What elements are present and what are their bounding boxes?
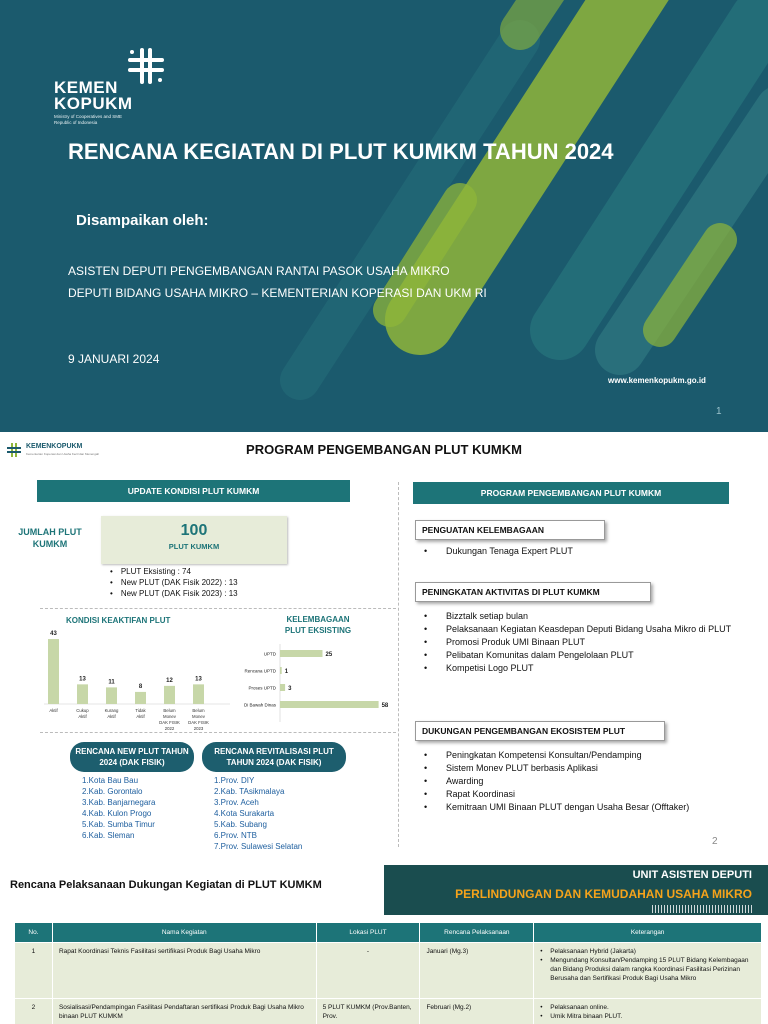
- list-item: • Dukungan Tenaga Expert PLUT: [424, 545, 734, 558]
- table-header: Lokasi PLUT: [316, 923, 420, 943]
- bar: [164, 686, 175, 704]
- divider: [398, 482, 399, 847]
- slide1-date: 9 JANUARI 2024: [68, 352, 160, 366]
- list-item: • Awarding: [424, 775, 734, 788]
- bar: [280, 650, 323, 657]
- data-label: 43: [50, 631, 57, 638]
- chart1-title: KONDISI KEAKTIFAN PLUT: [66, 616, 171, 625]
- tick-label: Rencana UPTD: [244, 668, 276, 674]
- kelembagaan-chart: [224, 644, 396, 724]
- revitalisasi-list: [214, 775, 302, 852]
- new-plut-header: RENCANA NEW PLUT TAHUN 2024 (DAK FISIK): [70, 742, 194, 772]
- title-slide: [0, 0, 768, 432]
- table-header-row: [15, 923, 762, 943]
- list-item: • Sistem Monev PLUT berbasis Aplikasi: [424, 762, 734, 775]
- list-item: • New PLUT (DAK Fisik 2023) : 13: [110, 588, 238, 599]
- decorative-stripes: [652, 905, 752, 913]
- bar: [193, 684, 204, 704]
- list-item: • PLUT Eksisting : 74: [110, 566, 238, 577]
- list-item: 7.Prov. Sulawesi Selatan: [214, 842, 303, 851]
- list-item: 1.Kota Bau Bau: [82, 776, 139, 785]
- tick-label: Belum: [163, 708, 176, 713]
- list-item: 3.Kab. Banjarnegara: [82, 798, 156, 807]
- summary-bullets: [110, 566, 238, 599]
- table-cell: Rapat Koordinasi Teknis Fasilitasi sertifikasi Produk Bagi Usaha Mikro: [52, 943, 316, 999]
- bar: [280, 684, 285, 691]
- logo-subtext: Kementerian Koperasi dan Usaha Kecil dan Menengah: [26, 452, 100, 456]
- logo-line1: KEMEN: [54, 78, 118, 97]
- table-row: [15, 943, 762, 999]
- page-number: 2: [712, 836, 718, 847]
- list-item: • New PLUT (DAK Fisik 2022) : 13: [110, 577, 238, 588]
- presenter-line2: DEPUTI BIDANG USAHA MIKRO – KEMENTERIAN KOPERASI DAN UKM RI: [68, 286, 487, 300]
- section-list: [424, 749, 734, 814]
- tick-label: 2022: [164, 726, 175, 731]
- list-item: 5.Kab. Subang: [214, 820, 267, 829]
- banner-line2: PERLINDUNGAN DAN KEMUDAHAN USAHA MIKRO: [455, 887, 752, 901]
- slide2-title: PROGRAM PENGEMBANGAN PLUT KUMKM: [246, 442, 522, 457]
- table-header: Nama Kegiatan: [52, 923, 316, 943]
- tick-label: Kurang: [104, 708, 119, 713]
- list-item: 6.Prov. NTB: [214, 831, 257, 840]
- list-item: • Peningkatan Kompetensi Konsultan/Pendamping: [424, 749, 734, 762]
- logo-text: KEMENKOPUKM: [26, 443, 83, 450]
- list-item: • Pelibatan Komunitas dalam Pengelolaan PLUT: [424, 649, 734, 662]
- list-item: • Kompetisi Logo PLUT: [424, 662, 734, 675]
- data-label: 25: [325, 652, 333, 658]
- table-cell: -: [316, 943, 420, 999]
- list-item: • Umik Mitra binaan PLUT.: [540, 1012, 755, 1021]
- page-number: 1: [716, 406, 722, 417]
- revitalisasi-header: RENCANA REVITALISASI PLUT TAHUN 2024 (DAK FISIK): [202, 742, 346, 772]
- table-header: Keterangan: [534, 923, 762, 943]
- list-item: 2.Kab. TAsikmalaya: [214, 787, 285, 796]
- bar: [77, 684, 88, 704]
- section-list: [424, 545, 734, 558]
- logo-sub1: Ministry of Cooperatives and SME: [54, 114, 123, 119]
- logo-line2: KOPUKM: [54, 94, 133, 113]
- tick-label: Proses UPTD: [248, 685, 276, 691]
- list-item: 5.Kab. Sumba Timur: [82, 820, 155, 829]
- list-item: 2.Kab. Gorontalo: [82, 787, 143, 796]
- program-slide: [0, 432, 768, 855]
- list-item: • Promosi Produk UMI Binaan PLUT: [424, 636, 734, 649]
- data-label: 11: [108, 679, 115, 686]
- data-label: 12: [166, 677, 173, 684]
- presented-by: Disampaikan oleh:: [76, 212, 209, 229]
- list-item: 1.Prov. DIY: [214, 776, 255, 785]
- bar: [280, 701, 379, 708]
- list-item: • Pelaksanaan Hybrid (Jakarta): [540, 947, 755, 956]
- total-label: PLUT KUMKM: [168, 542, 220, 551]
- section-list: [424, 610, 734, 675]
- total-box: [101, 516, 287, 564]
- slide3-title: Rencana Pelaksanaan Dukungan Kegiatan di PLUT KUMKM: [10, 879, 322, 891]
- tick-label: Aktif: [49, 708, 58, 713]
- tick-label: Belum: [192, 708, 205, 713]
- divider: [40, 732, 396, 733]
- table-cell: [534, 999, 762, 1024]
- list-item: • Rapat Koordinasi: [424, 788, 734, 801]
- table-cell: [534, 943, 762, 999]
- presenter-line1: ASISTEN DEPUTI PENGEMBANGAN RANTAI PASOK USAHA MIKRO: [68, 264, 450, 278]
- tick-label: DAK FISIK: [159, 720, 180, 725]
- bar: [106, 687, 117, 704]
- tick-label: Aktif: [78, 714, 87, 719]
- bar: [48, 639, 59, 704]
- logo-mark-icon: [122, 46, 168, 86]
- logo-sub2: Republic of Indonesia: [54, 120, 98, 125]
- tick-label: Monev: [163, 714, 176, 719]
- bar: [280, 667, 282, 674]
- table-cell: Januari (Mg.3): [420, 943, 534, 999]
- list-item: 4.Kota Surakarta: [214, 809, 275, 818]
- table-header: Rencana Pelaksanaan: [420, 923, 534, 943]
- tick-label: DAK FISIK: [188, 720, 209, 725]
- list-item: • Pelaksanaan Kegiatan Keasdepan Deputi Bidang Usaha Mikro di PLUT: [424, 623, 734, 636]
- list-item: • Bizztalk setiap bulan: [424, 610, 734, 623]
- section-title: PENGUATAN KELEMBAGAAN: [415, 520, 605, 540]
- data-label: 1: [284, 669, 289, 675]
- new-plut-list: [82, 775, 155, 841]
- rencana-table: [14, 922, 762, 1024]
- data-label: 13: [79, 676, 86, 683]
- tick-label: Cukup: [76, 708, 89, 713]
- website-link[interactable]: www.kemenkopukm.go.id: [608, 376, 706, 385]
- list-item: 3.Prov. Aceh: [214, 798, 259, 807]
- tick-label: Tidak: [135, 708, 146, 713]
- data-label: 8: [138, 683, 143, 690]
- tick-label: Monev: [192, 714, 205, 719]
- banner-line1: UNIT ASISTEN DEPUTI: [632, 869, 752, 881]
- rencana-slide: [0, 855, 768, 1024]
- table-cell: 1: [15, 943, 53, 999]
- data-label: 58: [381, 703, 389, 709]
- section-title: PENINGKATAN AKTIVITAS DI PLUT KUMKM: [415, 582, 651, 602]
- right-header: PROGRAM PENGEMBANGAN PLUT KUMKM: [413, 482, 729, 504]
- tick-label: UPTD: [263, 651, 276, 657]
- table-row: [15, 999, 762, 1024]
- tick-label: Aktif: [107, 714, 116, 719]
- list-item: 6.Kab. Sleman: [82, 831, 135, 840]
- slide1-title: RENCANA KEGIATAN DI PLUT KUMKM TAHUN 2024: [68, 139, 614, 164]
- bar: [135, 692, 146, 704]
- table-cell: 2: [15, 999, 53, 1024]
- tick-label: 2023: [193, 726, 204, 731]
- table-header: No.: [15, 923, 53, 943]
- kondisi-keaktifan-chart: [40, 624, 236, 734]
- tick-label: Di Bawah Dinas: [243, 702, 276, 708]
- list-item: • Kemitraan UMI Binaan PLUT dengan Usaha Besar (Offtaker): [424, 801, 734, 814]
- data-label: 13: [195, 676, 202, 683]
- list-item: 4.Kab. Kulon Progo: [82, 809, 152, 818]
- table-cell: Sosialisasi/Pendampingan Fasilitasi Pendaftaran sertifikasi Produk Bagi Usaha Mikro binaan PLUT KUMKM: [52, 999, 316, 1024]
- section-title: DUKUNGAN PENGEMBANGAN EKOSISTEM PLUT: [415, 721, 665, 741]
- list-item: • Pelaksanaan online.: [540, 1003, 755, 1012]
- total-value: 100: [180, 522, 208, 539]
- table-cell: 5 PLUT KUMKM (Prov.Banten, Prov.: [316, 999, 420, 1024]
- left-header: UPDATE KONDISI PLUT KUMKM: [37, 480, 350, 502]
- unit-banner: [384, 865, 768, 915]
- table-cell: Februari (Mg.2): [420, 999, 534, 1024]
- tick-label: Aktif: [136, 714, 145, 719]
- chart2-title: KELEMBAGAAN PLUT EKSISTING: [284, 615, 352, 635]
- jumlah-label: JUMLAH PLUT KUMKM: [18, 527, 82, 549]
- divider: [40, 608, 396, 609]
- data-label: 3: [288, 686, 292, 692]
- list-item: • Mengundang Konsultan/Pendamping 15 PLUT Bidang Kelembagaan dan Bidang Produksi dalam rangka Koordinasi Fasilitasi Perizinan Berusaha dan Sertifikasi Produk Bagi Usaha Mikro: [540, 956, 755, 983]
